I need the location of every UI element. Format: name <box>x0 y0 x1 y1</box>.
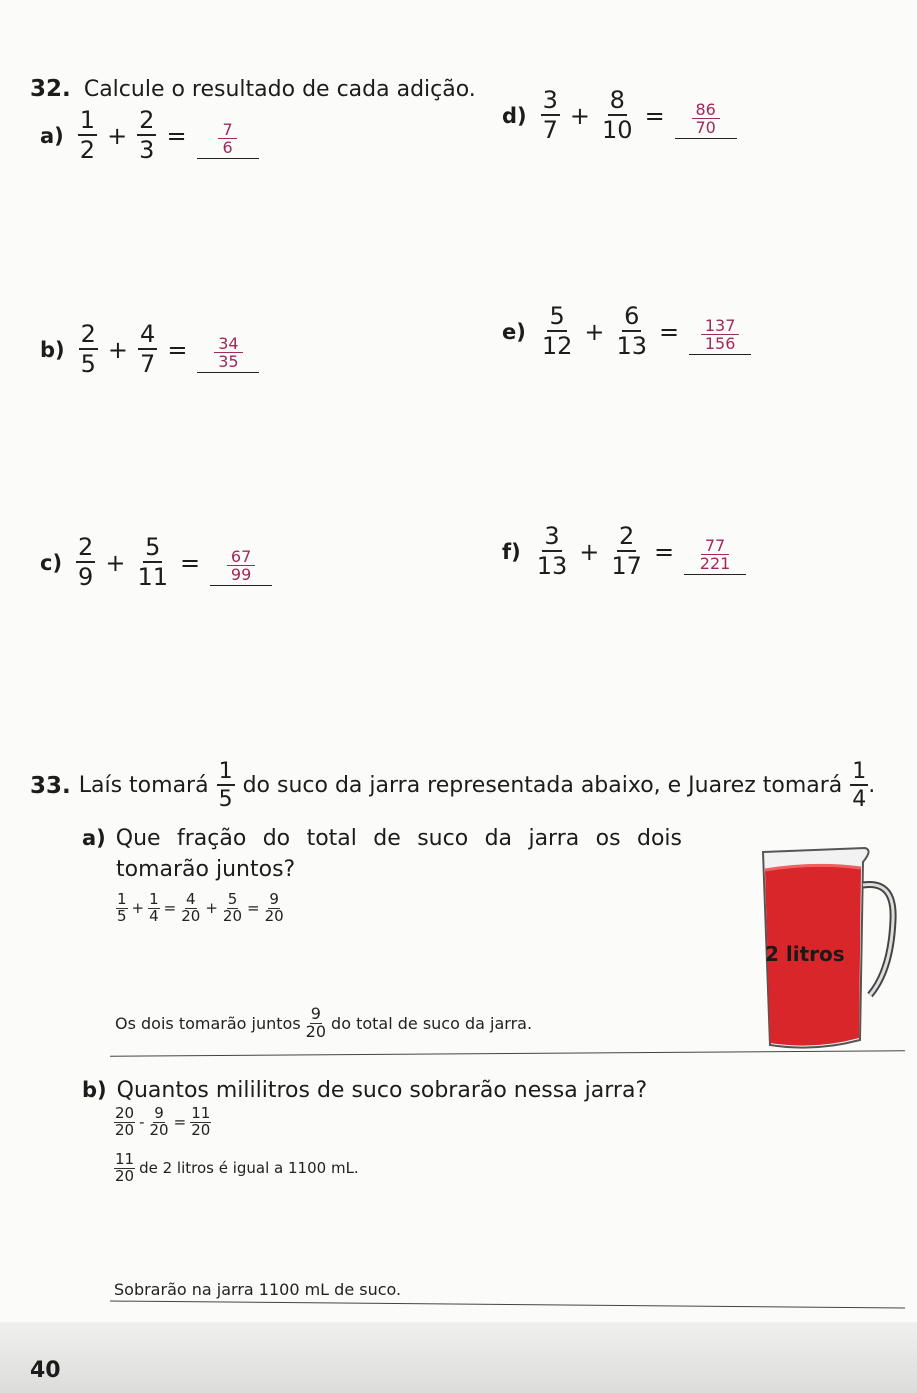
work-fraction: $\frac{9}{20}$ <box>264 890 284 925</box>
q32-answer-line <box>197 327 259 373</box>
work-fraction: 1 5 <box>117 890 127 925</box>
q32-fraction-1: $\frac{5}{12}$ <box>541 302 573 361</box>
q32-fraction-1: $\frac{3}{13}$ <box>536 522 568 581</box>
equals-sign: = <box>644 101 665 130</box>
work-operator: = <box>173 1113 187 1132</box>
q33b-work-2 <box>114 1152 359 1185</box>
q32-fraction-1: $\frac{1}{2}$ <box>79 106 96 165</box>
jar-label: 2 litros <box>765 942 845 966</box>
q32-item-d <box>502 88 737 143</box>
q32-item-a <box>40 108 259 163</box>
page-number: 40 <box>30 1358 61 1383</box>
q33-intro-fraction-1: $\frac{1}{5}$ <box>218 759 233 813</box>
q32-item-e <box>502 304 751 359</box>
plus-sign: + <box>105 548 126 577</box>
q33b-question-text: Quantos mililitros de suco sobrarão nessa jarra? <box>116 1078 648 1103</box>
q33a-answer-text-1: Os dois tomarão juntos <box>115 1013 301 1033</box>
q33a-work <box>116 892 285 925</box>
q33b-work <box>114 1106 211 1139</box>
q33a-question <box>82 826 682 882</box>
q32-fraction-1: $\frac{2}{9}$ <box>78 533 94 592</box>
q32-item-b <box>40 322 259 377</box>
q33a-answer <box>115 1006 532 1041</box>
q33a-label: a) <box>82 826 106 850</box>
q32-answer-line <box>689 309 751 355</box>
q32-fraction-2: $\frac{4}{7}$ <box>140 320 156 379</box>
work-fraction: $\frac{5}{20}$ <box>222 890 243 925</box>
q32-item-f <box>502 524 746 579</box>
equals-sign: = <box>179 548 201 577</box>
q33-intro-text-1: Laís tomará <box>78 773 209 799</box>
q32-answer-line <box>197 113 259 159</box>
plus-sign: + <box>107 121 128 150</box>
plus-sign: + <box>584 317 605 346</box>
q33a-question-line-2: tomarão juntos? <box>116 857 296 882</box>
q32-answer: $\frac{86}{70}$ <box>681 101 731 137</box>
q32-fraction-2: $\frac{2}{17}$ <box>611 522 642 581</box>
work-operator: = <box>247 899 260 918</box>
q32-item-label: e) <box>502 319 526 344</box>
q32-fraction-1: $\frac{2}{5}$ <box>80 320 96 379</box>
work-fraction: $\frac{9}{20}$ <box>149 1104 169 1139</box>
work-operator: - <box>139 1113 145 1132</box>
q32-answer: $\frac{77}{221}$ <box>699 535 731 574</box>
q32-item-label: c) <box>40 550 63 575</box>
plus-sign: + <box>107 335 129 364</box>
q33-intro-text-2: do suco da jarra representada abaixo, e Juarez tomará <box>242 773 843 799</box>
plus-sign: + <box>579 537 600 566</box>
q33-intro-end: . <box>868 773 876 799</box>
q33b-answer-line <box>110 1301 905 1309</box>
q32-number: 32. <box>30 76 71 102</box>
q32-title: Calcule o resultado de cada adição. <box>83 77 476 102</box>
q32-answer: $\frac{137}{156}$ <box>695 317 745 353</box>
q32-fraction-2: $\frac{8}{10}$ <box>602 86 633 145</box>
q33a-answer-fraction: 9 20 <box>305 1004 327 1041</box>
q33a-question-line-1: Que fração do total de suco da jarra os dois <box>115 826 682 851</box>
q33-intro-fraction-2: $\frac{1}{4}$ <box>852 759 867 813</box>
q32-header <box>30 76 476 102</box>
q32-item-label: f) <box>502 539 521 564</box>
q33b-work2-fraction: 11 20 <box>115 1150 135 1185</box>
q33-intro <box>30 760 875 811</box>
q33b-answer: Sobrarão na jarra 1100 mL de suco. <box>114 1280 402 1299</box>
juice-jar <box>745 840 910 1059</box>
plus-sign: + <box>569 101 591 130</box>
work-operator: + <box>131 899 145 918</box>
equals-sign: = <box>653 537 675 566</box>
q32-answer: $\frac{7}{6}$ <box>203 121 253 157</box>
work-fraction: 20 20 <box>115 1104 135 1139</box>
q32-item-label: d) <box>502 103 527 128</box>
q32-answer: $\frac{34}{35}$ <box>203 335 253 371</box>
q32-answer-line <box>210 540 272 586</box>
q32-answer: $\frac{67}{99}$ <box>216 548 266 584</box>
work-fraction: $\frac{11}{20}$ <box>191 1104 211 1139</box>
q33-number: 33. <box>30 772 71 799</box>
work-operator: + <box>205 899 218 918</box>
q32-fraction-1: $\frac{3}{7}$ <box>542 86 558 145</box>
q32-item-label: a) <box>40 123 64 148</box>
page-footer <box>0 1322 917 1393</box>
q32-fraction-2: $\frac{5}{11}$ <box>137 533 168 592</box>
q33a-answer-text-2: do total de suco da jarra. <box>331 1013 533 1033</box>
q32-answer-line <box>675 93 737 139</box>
q33b-work2-text: de 2 litros é igual a 1100 mL. <box>139 1159 359 1178</box>
q32-fraction-2: $\frac{2}{3}$ <box>139 106 155 165</box>
q33b-label: b) <box>82 1078 107 1102</box>
equals-sign: = <box>166 121 187 150</box>
q32-answer-line <box>684 529 746 575</box>
q32-item-c <box>40 535 272 590</box>
equals-sign: = <box>167 335 188 364</box>
equals-sign: = <box>659 317 680 346</box>
q32-item-label: b) <box>40 337 65 362</box>
q32-fraction-2: $\frac{6}{13}$ <box>616 302 648 361</box>
work-fraction: $\frac{1}{4}$ <box>149 890 159 925</box>
work-operator: = <box>163 899 177 918</box>
q33b-question <box>82 1078 647 1103</box>
work-fraction: $\frac{4}{20}$ <box>181 890 201 925</box>
